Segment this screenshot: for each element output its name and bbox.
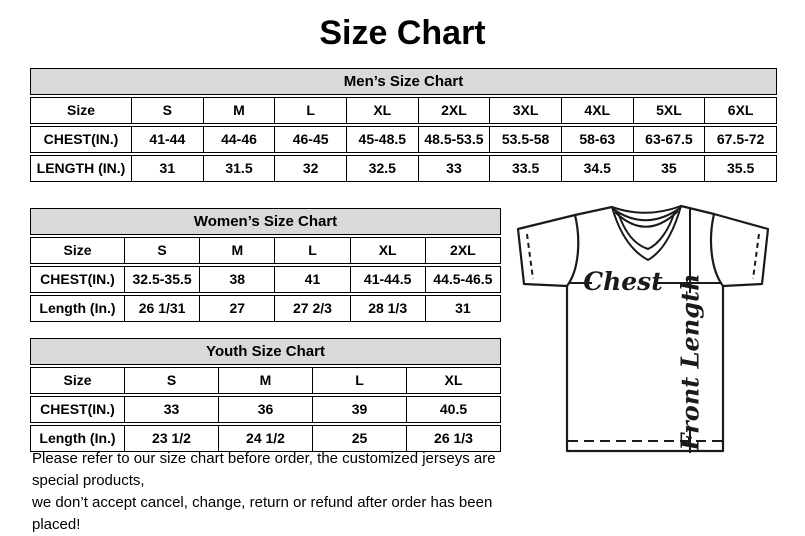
shirt-right-sleeve [714, 214, 768, 286]
mens-size-cell: 3XL [490, 97, 562, 124]
womens-size-cell: S [125, 237, 200, 264]
shirt-left-shoulder [575, 207, 612, 215]
youth-chest-cell: 33 [125, 396, 219, 423]
mens-size-cell: M [204, 97, 276, 124]
mens-chest-cell: 63-67.5 [634, 126, 706, 153]
mens-size-cell: 5XL [634, 97, 706, 124]
shirt-right-cuff-dashed-line [753, 234, 759, 279]
mens-size-cell: XL [347, 97, 419, 124]
womens-length-cell: 31 [426, 295, 501, 322]
disclaimer-line-1: Please refer to our size chart before order, the customized jerseys are special products, [32, 450, 496, 489]
mens-size-cell: 4XL [562, 97, 634, 124]
mens-size-cell: 2XL [419, 97, 491, 124]
shirt-right-shoulder [681, 206, 714, 214]
youth-size-row-label: Size [30, 367, 125, 394]
mens-size-row-label: Size [30, 97, 132, 124]
mens-size-table [30, 66, 777, 184]
youth-length-cell: 26 1/3 [407, 425, 501, 452]
tshirt-diagram [505, 190, 805, 465]
mens-length-cell: 34.5 [562, 155, 634, 182]
mens-chest-cell: 44-46 [204, 126, 276, 153]
youth-length-row-label: Length (In.) [30, 425, 125, 452]
youth-length-cell: 24 1/2 [219, 425, 313, 452]
womens-size-cell: XL [351, 237, 426, 264]
womens-chest-cell: 38 [200, 266, 275, 293]
womens-chest-cell: 41-44.5 [351, 266, 426, 293]
shirt-left-sleeve [518, 215, 575, 286]
womens-length-cell: 27 [200, 295, 275, 322]
front-length-label: Front Length [675, 273, 705, 451]
mens-length-cell: 33.5 [490, 155, 562, 182]
womens-length-row-label: Length (In.) [30, 295, 125, 322]
womens-length-cell: 28 1/3 [351, 295, 426, 322]
womens-size-row-label: Size [30, 237, 125, 264]
mens-chest-cell: 53.5-58 [490, 126, 562, 153]
womens-table-title: Women’s Size Chart [30, 208, 501, 235]
womens-size-cell: 2XL [426, 237, 501, 264]
youth-length-cell: 23 1/2 [125, 425, 219, 452]
mens-length-cell: 32.5 [347, 155, 419, 182]
womens-length-cell: 26 1/31 [125, 295, 200, 322]
youth-size-cell: XL [407, 367, 501, 394]
womens-chest-cell: 41 [275, 266, 350, 293]
collar-top-arc [612, 206, 681, 213]
shirt-right-armhole [711, 214, 723, 286]
youth-size-table [30, 336, 501, 454]
mens-chest-cell: 45-48.5 [347, 126, 419, 153]
mens-chest-cell: 46-45 [275, 126, 347, 153]
shirt-left-armhole [567, 215, 578, 286]
womens-size-cell: M [200, 237, 275, 264]
youth-length-cell: 25 [313, 425, 407, 452]
mens-length-cell: 31.5 [204, 155, 276, 182]
mens-chest-cell: 58-63 [562, 126, 634, 153]
disclaimer-line-2: we don’t accept cancel, change, return or refund after order has been placed! [32, 494, 493, 533]
mens-length-cell: 35.5 [705, 155, 777, 182]
womens-chest-cell: 44.5-46.5 [426, 266, 501, 293]
womens-chest-row-label: CHEST(IN.) [30, 266, 125, 293]
womens-size-cell: L [275, 237, 350, 264]
mens-size-cell: S [132, 97, 204, 124]
youth-size-cell: M [219, 367, 313, 394]
youth-chest-cell: 40.5 [407, 396, 501, 423]
mens-table-title: Men’s Size Chart [30, 68, 777, 95]
mens-size-cell: L [275, 97, 347, 124]
youth-table-title: Youth Size Chart [30, 338, 501, 365]
youth-chest-cell: 39 [313, 396, 407, 423]
womens-chest-cell: 32.5-35.5 [125, 266, 200, 293]
mens-length-cell: 31 [132, 155, 204, 182]
mens-length-cell: 33 [419, 155, 491, 182]
mens-length-row-label: LENGTH (IN.) [30, 155, 132, 182]
youth-size-cell: S [125, 367, 219, 394]
youth-chest-row-label: CHEST(IN.) [30, 396, 125, 423]
disclaimer-text [32, 448, 544, 536]
womens-size-table [30, 206, 501, 324]
mens-chest-cell: 41-44 [132, 126, 204, 153]
shirt-left-cuff-dashed-line [527, 234, 533, 279]
mens-length-cell: 35 [634, 155, 706, 182]
mens-size-cell: 6XL [705, 97, 777, 124]
tshirt-svg [505, 190, 805, 465]
youth-chest-cell: 36 [219, 396, 313, 423]
mens-chest-cell: 48.5-53.5 [419, 126, 491, 153]
page-title: Size Chart [319, 14, 486, 52]
mens-length-cell: 32 [275, 155, 347, 182]
mens-chest-cell: 67.5-72 [705, 126, 777, 153]
youth-size-cell: L [313, 367, 407, 394]
chest-label: Chest [583, 267, 663, 296]
womens-length-cell: 27 2/3 [275, 295, 350, 322]
mens-chest-row-label: CHEST(IN.) [30, 126, 132, 153]
